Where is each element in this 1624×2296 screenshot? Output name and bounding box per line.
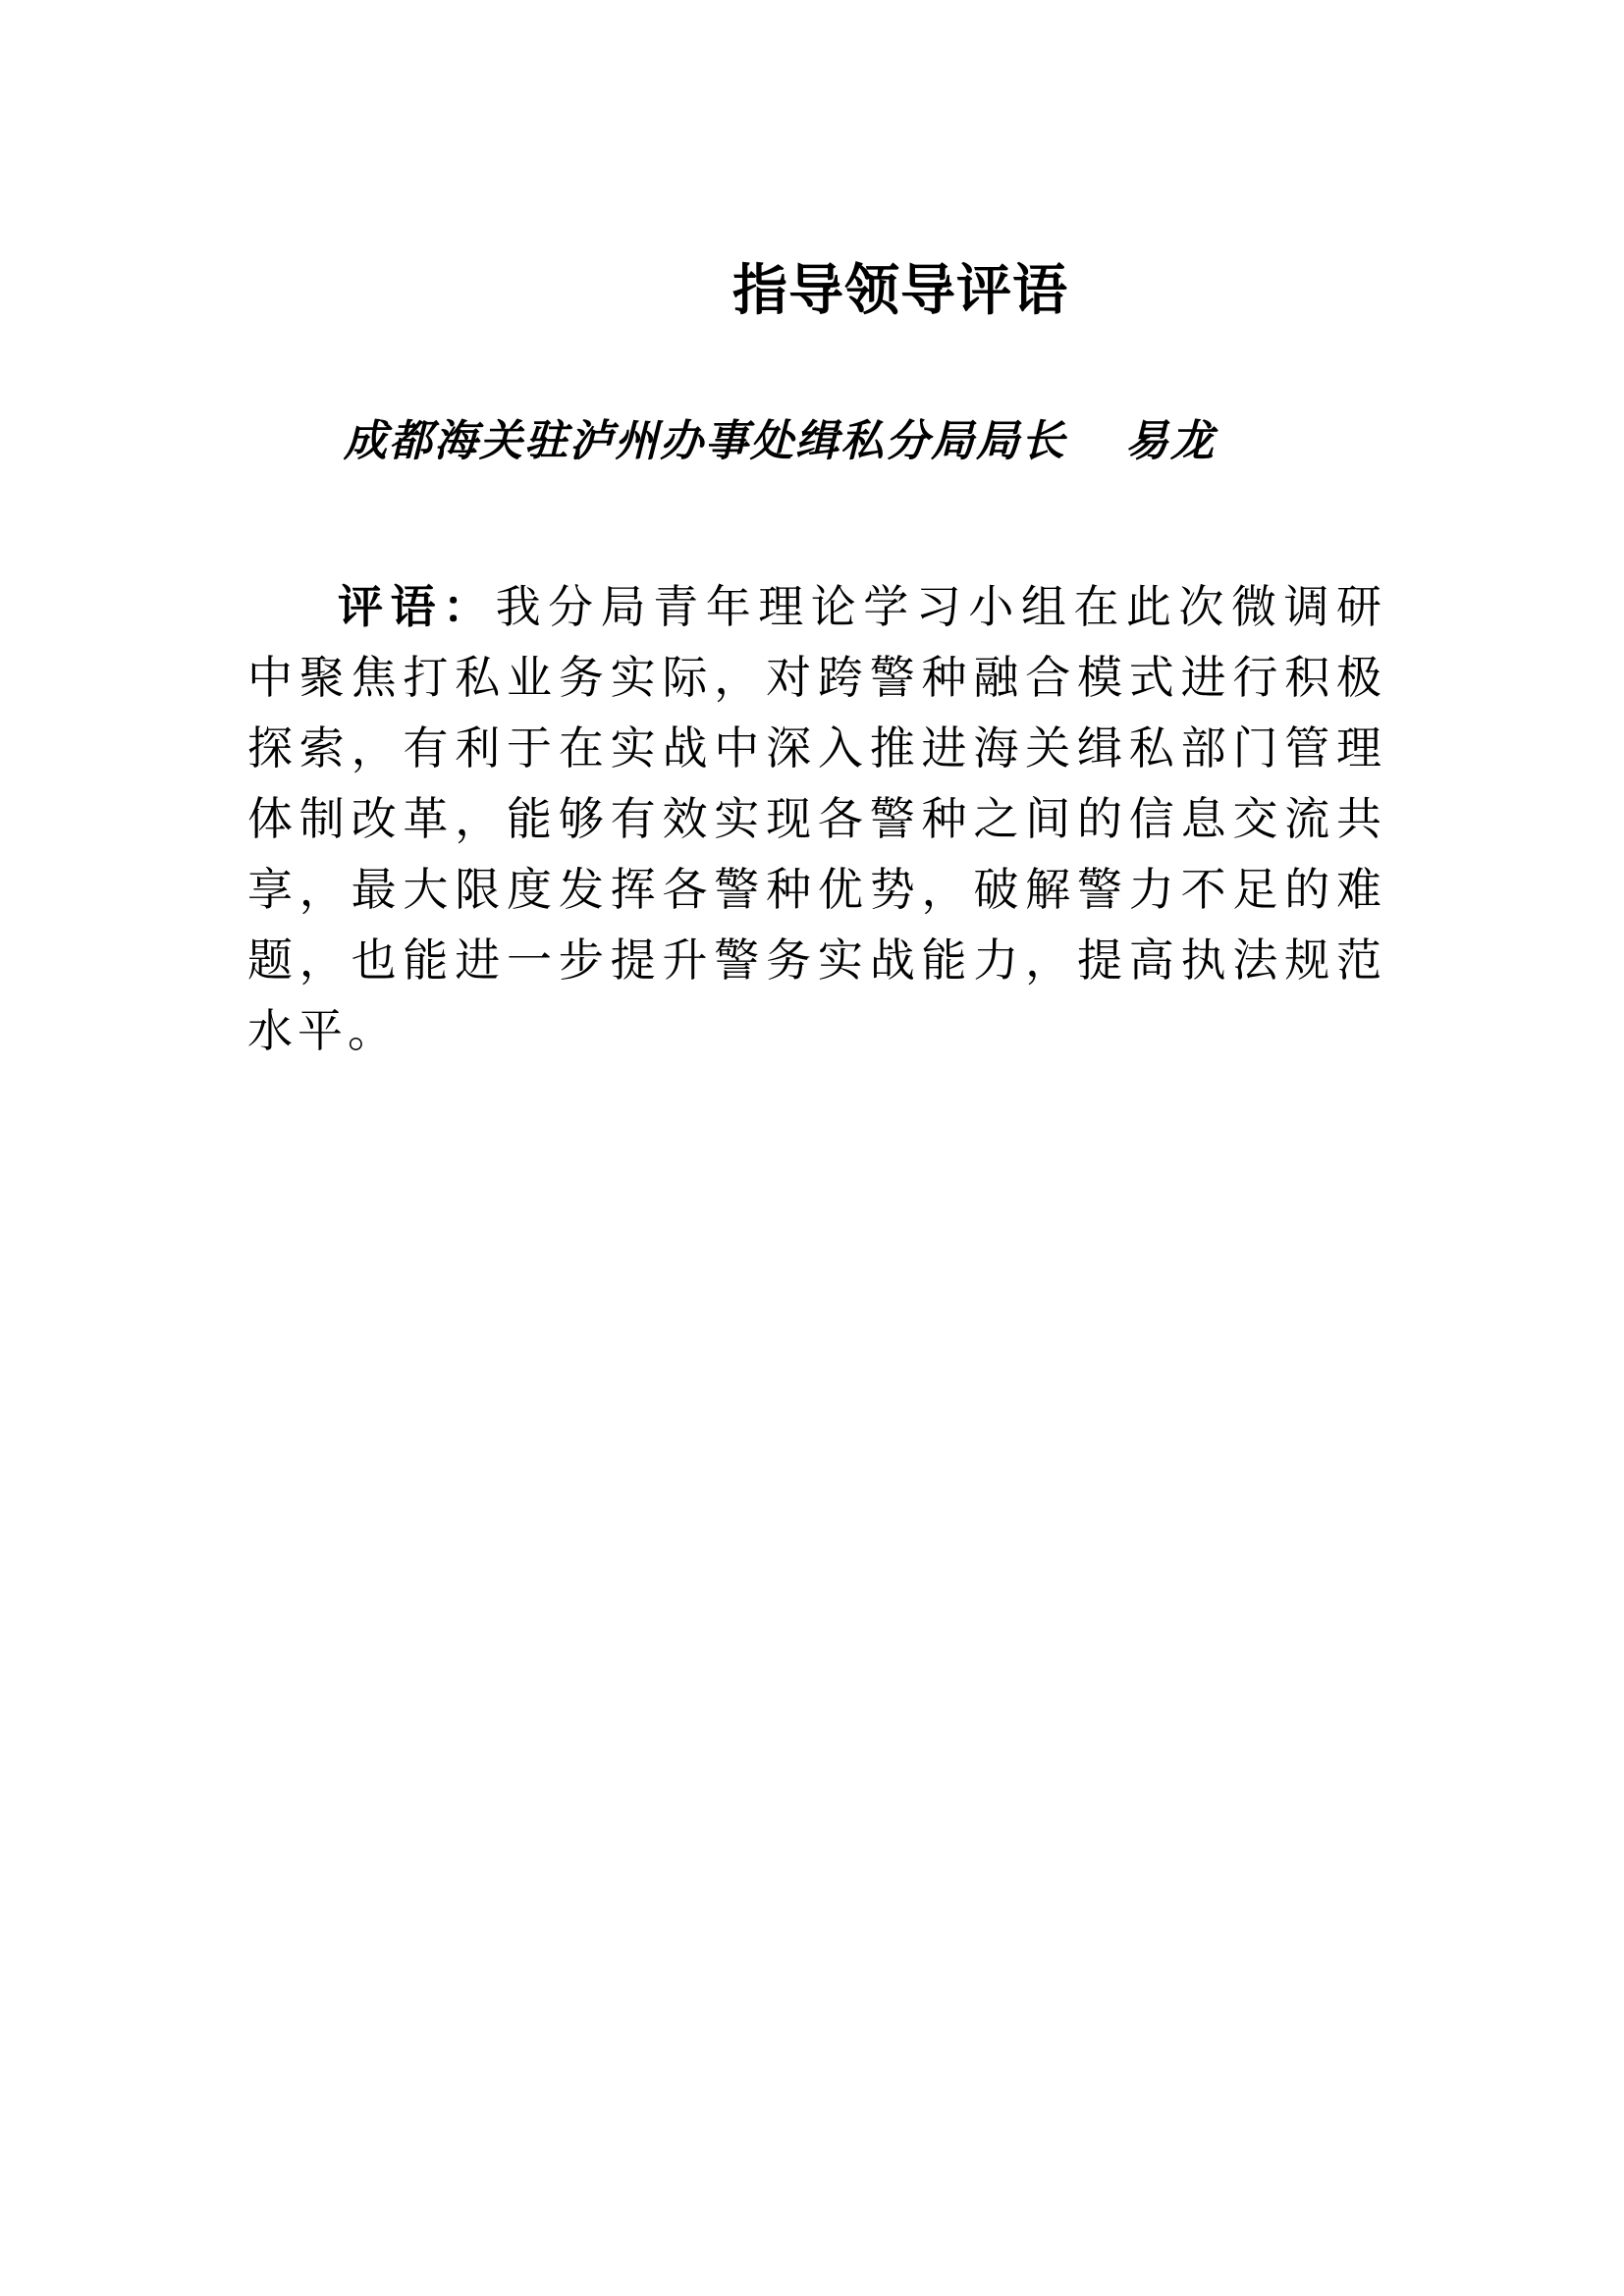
author-name: 易龙 — [1125, 416, 1216, 466]
author-byline — [344, 412, 1326, 471]
page-title: 指导领导评语 — [732, 259, 1068, 323]
comment-paragraph — [247, 571, 1386, 1066]
author-position: 成都海关驻泸州办事处缉私分局局长 — [344, 416, 1066, 466]
comment-label: 评语： — [338, 580, 496, 633]
comment-text: 我分局青年理论学习小组在此次微调研中聚焦打私业务实际，对跨警种融合模式进行积极探索，有利于在实战中深入推进海关缉私部门管理体制改革，能够有效实现各警种之间的信息交流共享，最大限度发挥各警种优势，破解警力不足的难题，也能进一步提升警务实战能力，提高执法规范水平。 — [247, 580, 1387, 1057]
